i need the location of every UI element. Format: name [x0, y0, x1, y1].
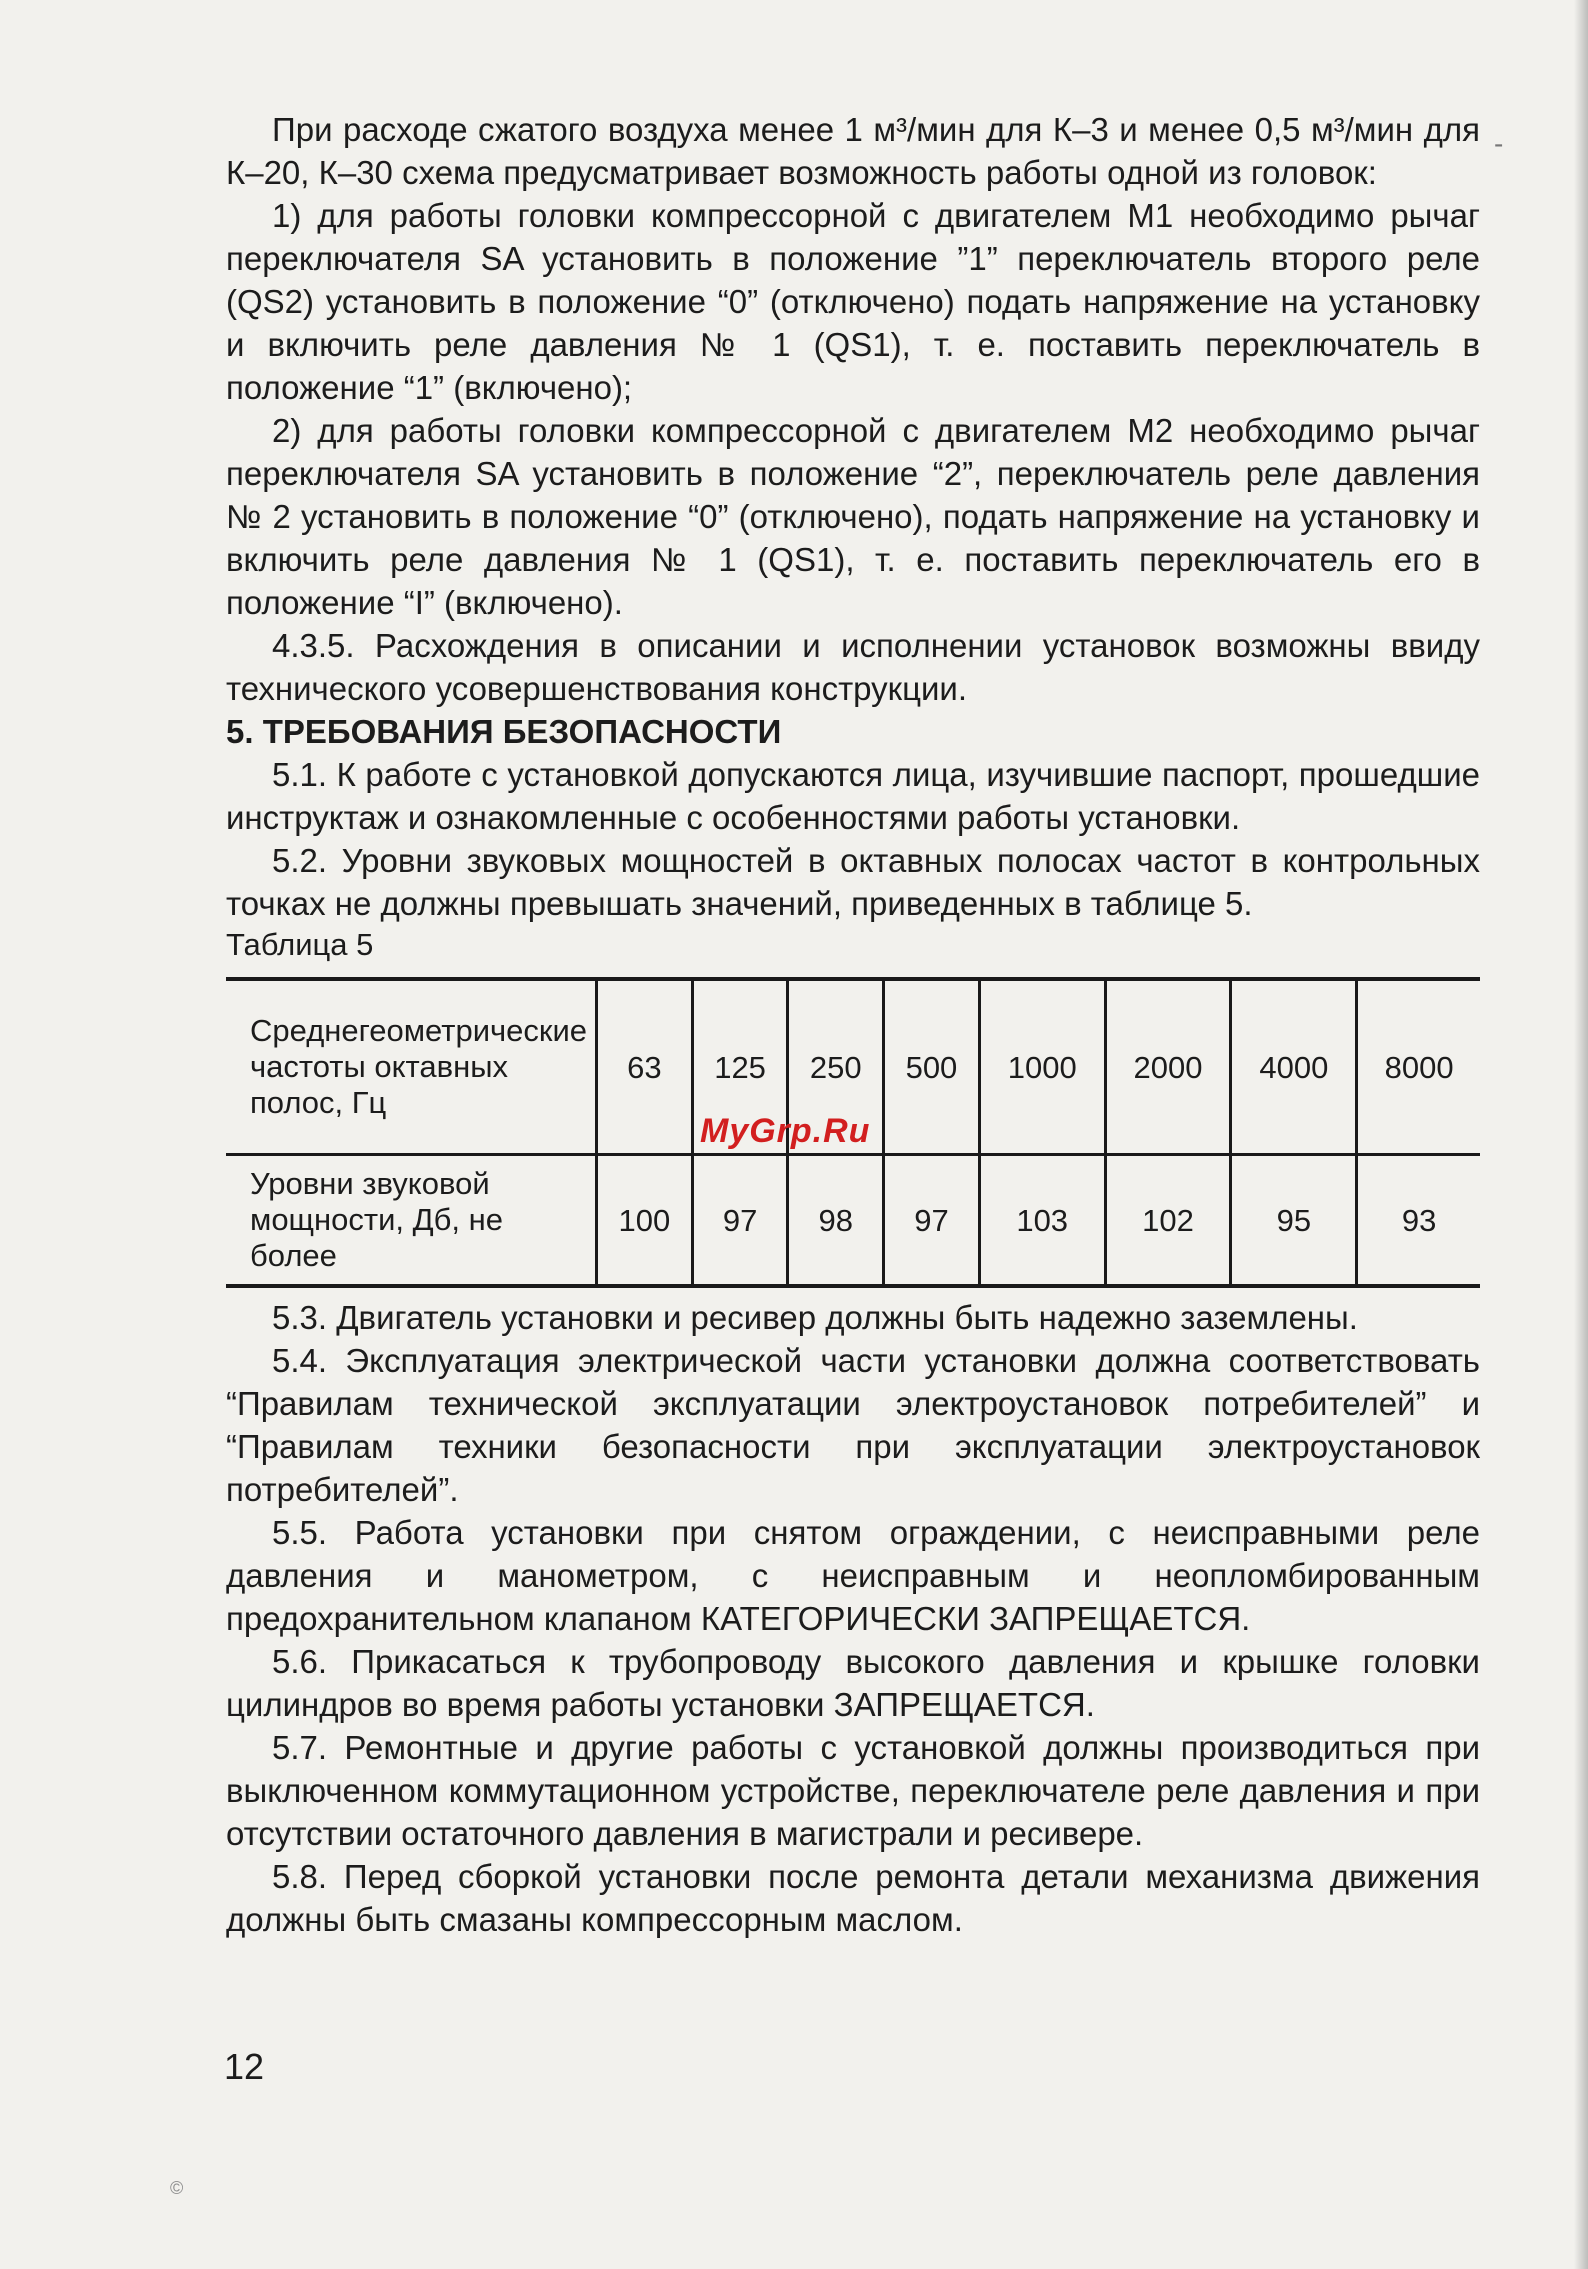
- paragraph: 5.6. Прикасаться к трубопроводу высокого давления и крышке головки цилиндров во время работы установки ЗАПРЕЩАЕТСЯ.: [226, 1643, 1480, 1723]
- level-cell: 97: [884, 1155, 980, 1287]
- table-caption: Таблица 5: [226, 927, 374, 962]
- page-edge-shadow: [1574, 0, 1588, 2269]
- frequency-cell: 1000: [979, 979, 1105, 1155]
- paragraph: 5.8. Перед сборкой установки после ремонта детали механизма движения должны быть смазаны компрессорным маслом.: [226, 1858, 1480, 1938]
- frequency-cell: 2000: [1105, 979, 1231, 1155]
- level-cell: 98: [788, 1155, 884, 1287]
- page-number: 12: [224, 2046, 265, 2087]
- paragraph: 5.2. Уровни звуковых мощностей в октавных полосах частот в контрольных точках не должны превышать значений, приведенных в таблице 5.: [226, 842, 1480, 922]
- level-cell: 102: [1105, 1155, 1231, 1287]
- level-cell: 97: [692, 1155, 788, 1287]
- frequency-cell: 8000: [1357, 979, 1480, 1155]
- frequency-cell: 63: [597, 979, 693, 1155]
- paragraph: 5.4. Эксплуатация электрической части установки должна соответствовать “Правилам технической эксплуатации электроустановок потребителей” и “Правилам техники безопасности при эксплуатации электроустановок потребителей”.: [226, 1342, 1480, 1508]
- level-cell: 95: [1231, 1155, 1357, 1287]
- paragraphs-top: [226, 108, 1480, 710]
- paragraph: При расходе сжатого воздуха менее 1 м³/мин для К–3 и менее 0,5 м³/мин для К–20, К–30 схема предусматривает возможность работы одной из головок:: [226, 111, 1480, 191]
- level-cell: 100: [597, 1155, 693, 1287]
- paragraph: 5.3. Двигатель установки и ресивер должны быть надежно заземлены.: [272, 1299, 1358, 1336]
- paragraphs-mid: [226, 753, 1480, 925]
- level-cell: 93: [1357, 1155, 1480, 1287]
- frequency-cell: 500: [884, 979, 980, 1155]
- row-header-levels: Уровни звуковой мощности, Дб, не более: [250, 1166, 503, 1273]
- paragraph: 2) для работы головки компрессорной с двигателем М2 необходимо рычаг переключателя SA установить в положение “2”, переключатель реле давления № 2 установить в положение “0” (отключено), подать напряжение на установку и включить реле давления № 1 (QS1), т. е. поставить переключатель его в положение “I” (включено).: [226, 412, 1480, 621]
- document-page: [226, 108, 1480, 1941]
- frequency-cell: 4000: [1231, 979, 1357, 1155]
- paragraph: 1) для работы головки компрессорной с двигателем М1 необходимо рычаг переключателя SA установить в положение ”1” переключатель второго реле (QS2) установить в положение “0” (отключено) подать напряжение на установку и включить реле давления № 1 (QS1), т. е. поставить переключатель в положение “1” (включено);: [226, 197, 1480, 406]
- section-title: 5. ТРЕБОВАНИЯ БЕЗОПАСНОСТИ: [226, 713, 782, 750]
- frequency-cell: 250: [788, 979, 884, 1155]
- scan-smudge: ©: [170, 2178, 184, 2198]
- scan-mark: -: [1494, 128, 1504, 159]
- paragraph: 4.3.5. Расхождения в описании и исполнении установок возможны ввиду технического усовершенствования конструкции.: [226, 627, 1480, 707]
- table-row-levels: [226, 1155, 1480, 1287]
- watermark: MyGrp.Ru: [700, 1112, 871, 1150]
- paragraphs-bottom: [226, 1296, 1480, 1941]
- paragraph: 5.7. Ремонтные и другие работы с установкой должны производиться при выключенном коммутационном устройстве, переключателе реле давления и при отсутствии остаточного давления в магистрали и ресивере.: [226, 1729, 1480, 1852]
- frequency-cell: 125: [692, 979, 788, 1155]
- paragraph: 5.5. Работа установки при снятом ограждении, с неисправными реле давления и манометром, с неисправным и неопломбированным предохранительном клапаном КАТЕГОРИЧЕСКИ ЗАПРЕЩАЕТСЯ.: [226, 1514, 1480, 1637]
- paragraph: 5.1. К работе с установкой допускаются лица, изучившие паспорт, прошедшие инструктаж и ознакомленные с особенностями работы установки.: [226, 756, 1480, 836]
- level-cell: 103: [979, 1155, 1105, 1287]
- row-header-frequencies: Среднегеометрические частоты октавных полос, Гц: [226, 979, 597, 1155]
